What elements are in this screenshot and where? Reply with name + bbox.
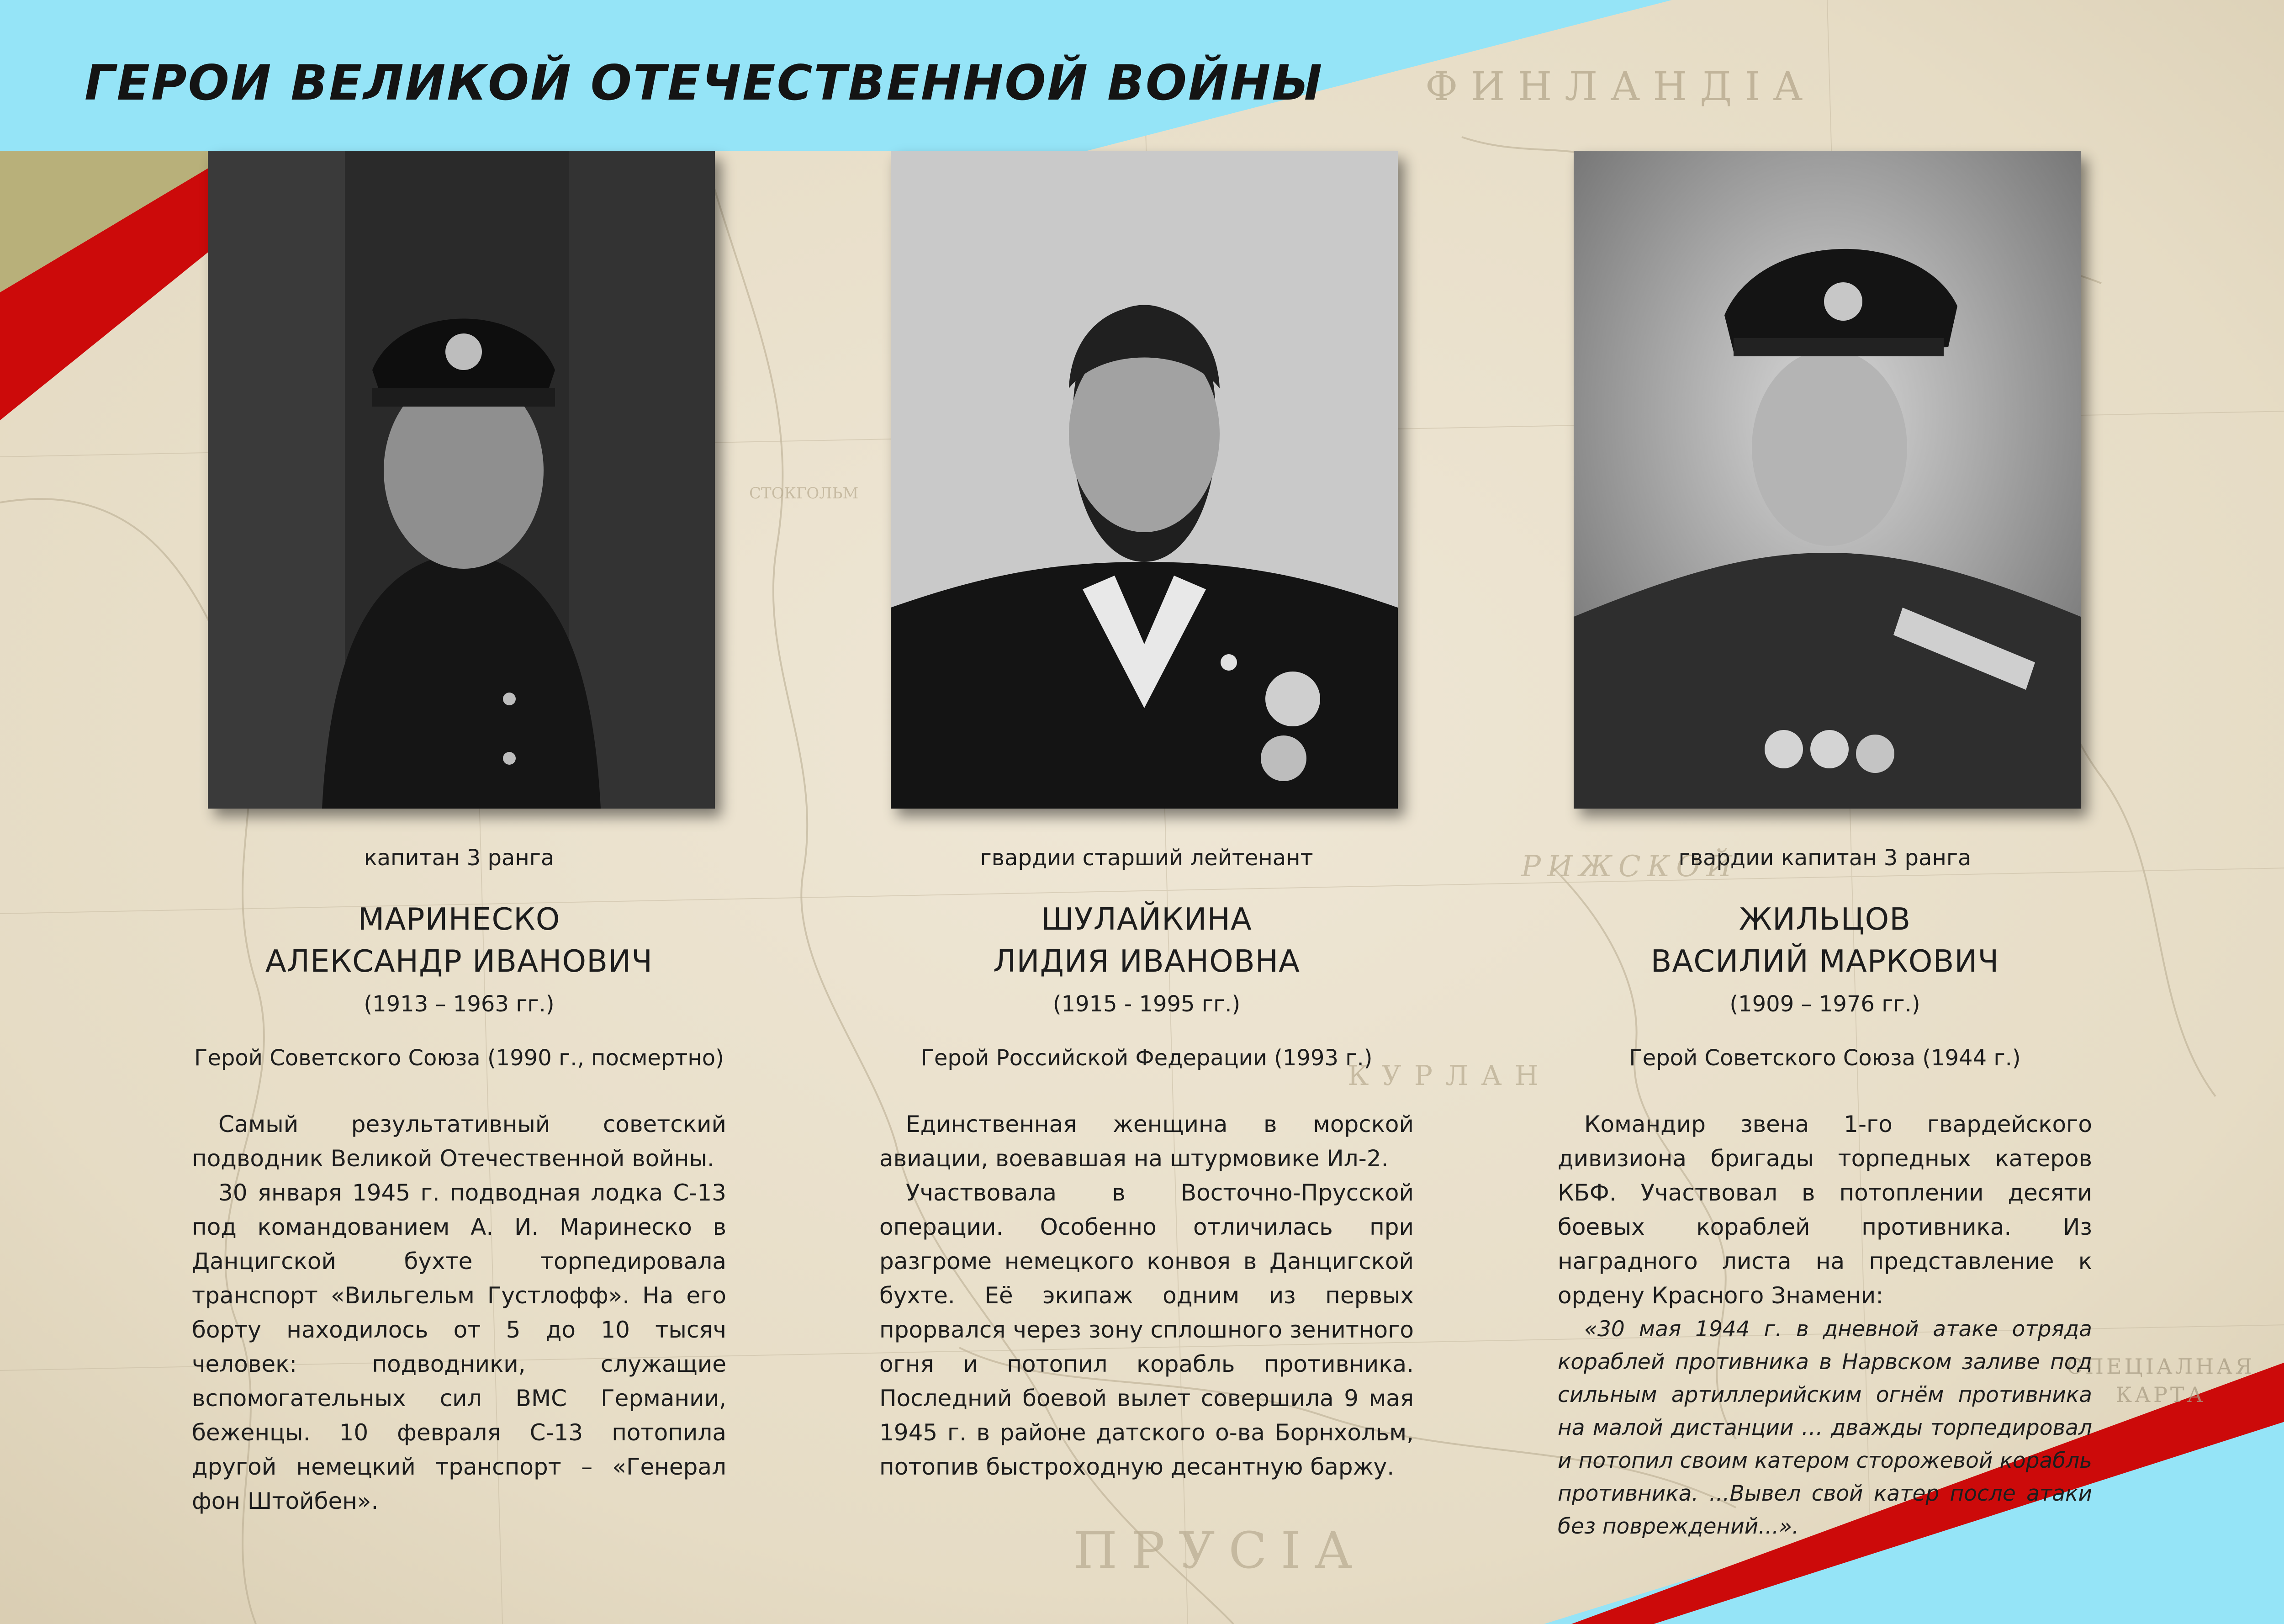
map-label-finland: ФИНЛАНДІА (1425, 64, 1816, 110)
map-label-kurland: КУРЛАН (1348, 1060, 1551, 1092)
page-title: ГЕРОИ ВЕЛИКОЙ ОТЕЧЕСТВЕННОЙ ВОЙНЫ (85, 55, 1324, 111)
bio-paragraph: Командир звена 1-го гвардейского дивизиона бригады торпедных катеров КБФ. Участвовал в потоплении десяти боевых кораблей противника. Из наградного листа на представление к ордену Красного Знамени: (1558, 1111, 2092, 1309)
bio-paragraph: Участвовала в Восточно-Прусской операции. Особенно отличилась при разгроме немецкого конвоя в Данцигской бухте. Её экипаж одним из первых прорвался через зону сплошного зенитного огня и потопил корабль противника. Последний боевой вылет совершила 9 мая 1945 г. в районе датского о-ва Борнхольм, потопив быстроходную десантную баржу. (879, 1180, 1414, 1480)
hero-card-zhiltsov (1558, 845, 2092, 1543)
hero-years: (1909 – 1976 гг.) (1729, 991, 1920, 1017)
map-label-riga: РИЖСКОЙ (1521, 850, 1739, 883)
hero-photo-marinesko (208, 151, 715, 809)
hero-award: Герой Советского Союза (1990 г., посмертно) (194, 1045, 724, 1071)
hero-bio (192, 1107, 726, 1518)
bio-paragraph: 30 января 1945 г. подводная лодка С-13 под командованием А. И. Маринеско в Данцигской бухте торпедировала транспорт «Вильгельм Густлофф». На его борту находилось от 5 до 10 тысяч человек: подводники, служащие вспомогательных сил ВМС Германии, беженцы. 10 февраля С-13 потопила другой немецкий транспорт – «Генерал фон Штойбен». (192, 1180, 726, 1514)
hero-years: (1915 - 1995 гг.) (1052, 991, 1241, 1017)
hero-card-shulaikina (879, 845, 1414, 1484)
bio-paragraph: Единственная женщина в морской авиации, воевавшая на штурмовике Ил-2. (879, 1111, 1414, 1172)
map-label-prussia: ПРУСІА (1073, 1521, 1366, 1580)
hero-name (1558, 898, 2092, 982)
hero-award: Герой Советского Союза (1944 г.) (1629, 1045, 2021, 1071)
hero-name (192, 898, 726, 982)
map-label-special-map: СПЕЦІАЛНАЯ КАРТА (2066, 1354, 2255, 1407)
hero-award: Герой Российской Федерации (1993 г.) (920, 1045, 1373, 1071)
hero-rank: капитан 3 ранга (364, 845, 555, 871)
hero-given-names: АЛЕКСАНДР ИВАНОВИЧ (265, 943, 653, 979)
hero-bio (879, 1107, 1414, 1484)
hero-rank: гвардии капитан 3 ранга (1678, 845, 1972, 871)
hero-photo-shulaikina (891, 151, 1398, 809)
hero-card-marinesko (192, 845, 726, 1518)
map-label-stockholm: СТОКГОЛЬМ (749, 484, 859, 503)
hero-surname: МАРИНЕСКО (358, 901, 560, 937)
award-sheet-quote: «30 мая 1944 г. в дневной атаке отряда кораблей противника в Нарвском заливе под сильным артиллерийским огнём противника на малой дистанции … дважды торпедировал и потопил своим катером сторожевой корабль противника. ...Вывел свой катер после атаки без повреждений...». (1558, 1317, 2092, 1539)
hero-bio (1558, 1107, 2092, 1543)
hero-surname: ЖИЛЬЦОВ (1739, 901, 1911, 937)
hero-photo-zhiltsov (1574, 151, 2081, 809)
hero-years: (1913 – 1963 гг.) (364, 991, 555, 1017)
hero-surname: ШУЛАЙКИНА (1041, 901, 1252, 937)
hero-given-names: ЛИДИЯ ИВАНОВНА (993, 943, 1301, 979)
hero-given-names: ВАСИЛИЙ МАРКОВИЧ (1650, 943, 1999, 979)
bio-paragraph: Самый результативный советский подводник Великой Отечественной войны. (192, 1111, 726, 1172)
hero-rank: гвардии старший лейтенант (980, 845, 1313, 871)
hero-name (879, 898, 1414, 982)
